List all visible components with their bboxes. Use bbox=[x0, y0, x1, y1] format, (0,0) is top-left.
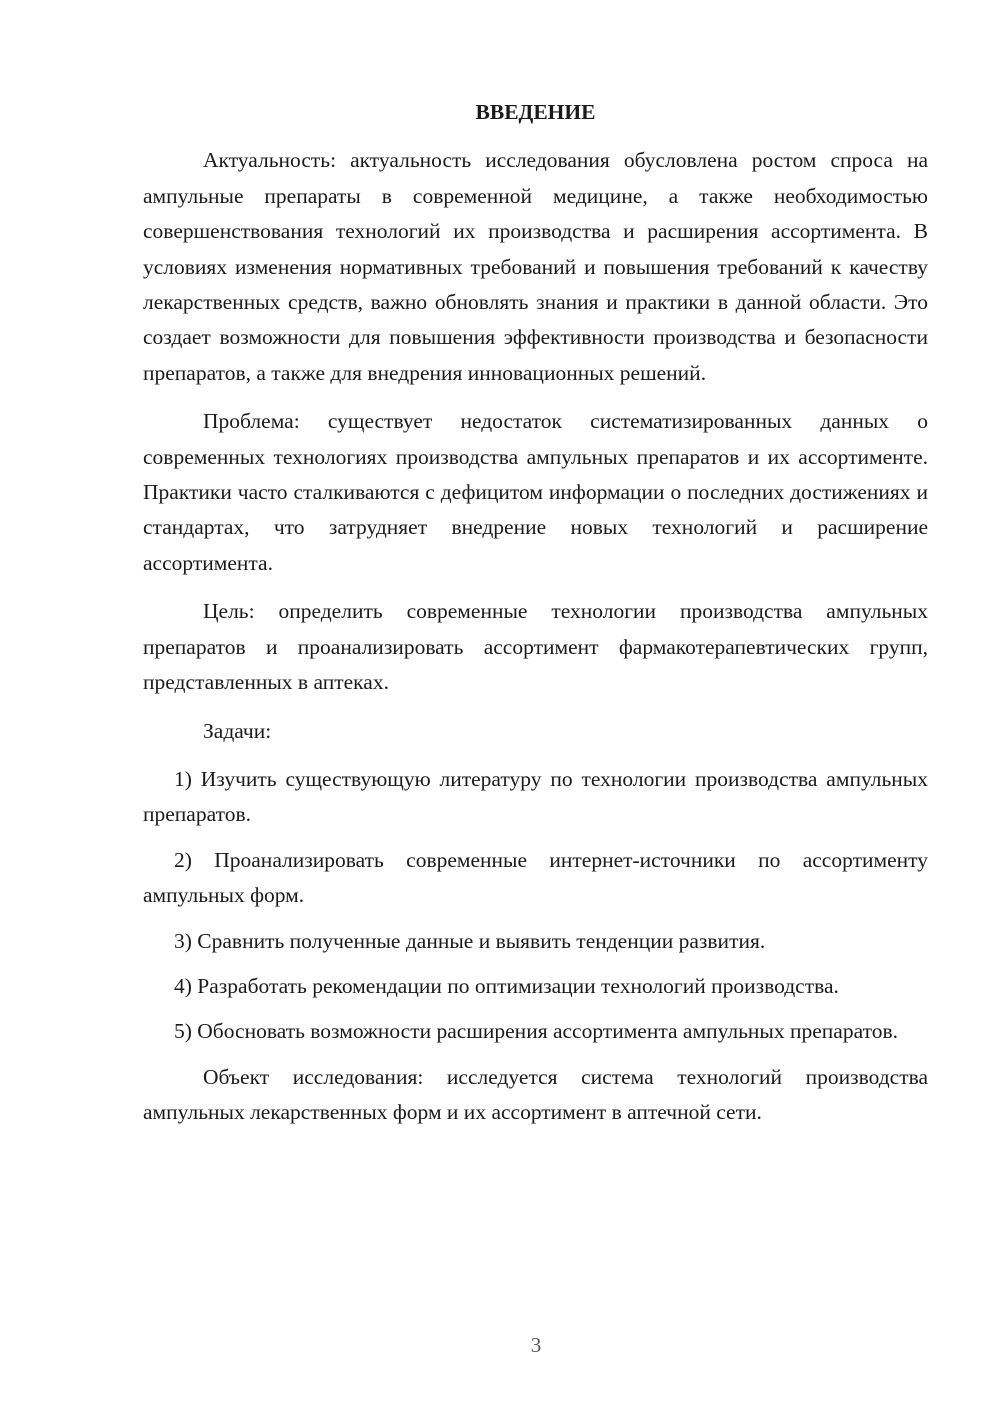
task-item: 4) Разработать рекомендации по оптимизации технологий производства. bbox=[174, 973, 839, 998]
task-item: 3) Сравнить полученные данные и выявить тенденции развития. bbox=[174, 928, 766, 953]
task-item: 5) Обосновать возможности расширения ассортимента ампульных препаратов. bbox=[174, 1019, 898, 1044]
page-number: 3 bbox=[530, 1333, 542, 1357]
task-item: 2) Проанализировать современные интернет-источники по ассортименту ампульных форм. bbox=[143, 847, 928, 908]
paragraph-relevance: Актуальность: актуальность исследования обусловлена ростом спроса на ампульные препараты в современной медицине, а также необходимостью совершенствования технологий их производства и расширения ассортимента. В условиях изменения нормативных требований и повышения требований к качеству лекарственных средств, важно обновлять знания и практики в данной области. Это создает возможности для повышения эффективности производства и безопасности препаратов, а также для внедрения инновационных решений. bbox=[143, 148, 928, 385]
section-title: ВВЕДЕНИЕ bbox=[475, 100, 596, 124]
page-content bbox=[143, 95, 928, 1144]
paragraph-problem: Проблема: существует недостаток систематизированных данных о современных технологиях производства ампульных препаратов и их ассортименте. Практики часто сталкиваются с дефицитом информации о последних достижениях и стандартах, что затрудняет внедрение новых технологий и расширение ассортимента. bbox=[143, 409, 928, 575]
task-item: 1) Изучить существующую литературу по технологии производства ампульных препаратов. bbox=[143, 766, 928, 827]
tasks-heading: Задачи: bbox=[203, 718, 272, 743]
paragraph-object: Объект исследования: исследуется система технологий производства ампульных лекарственных форм и их ассортимент в аптечной сети. bbox=[143, 1064, 928, 1125]
paragraph-goal: Цель: определить современные технологии производства ампульных препаратов и проанализировать ассортимент фармакотерапевтических групп, представленных в аптеках. bbox=[143, 599, 928, 695]
